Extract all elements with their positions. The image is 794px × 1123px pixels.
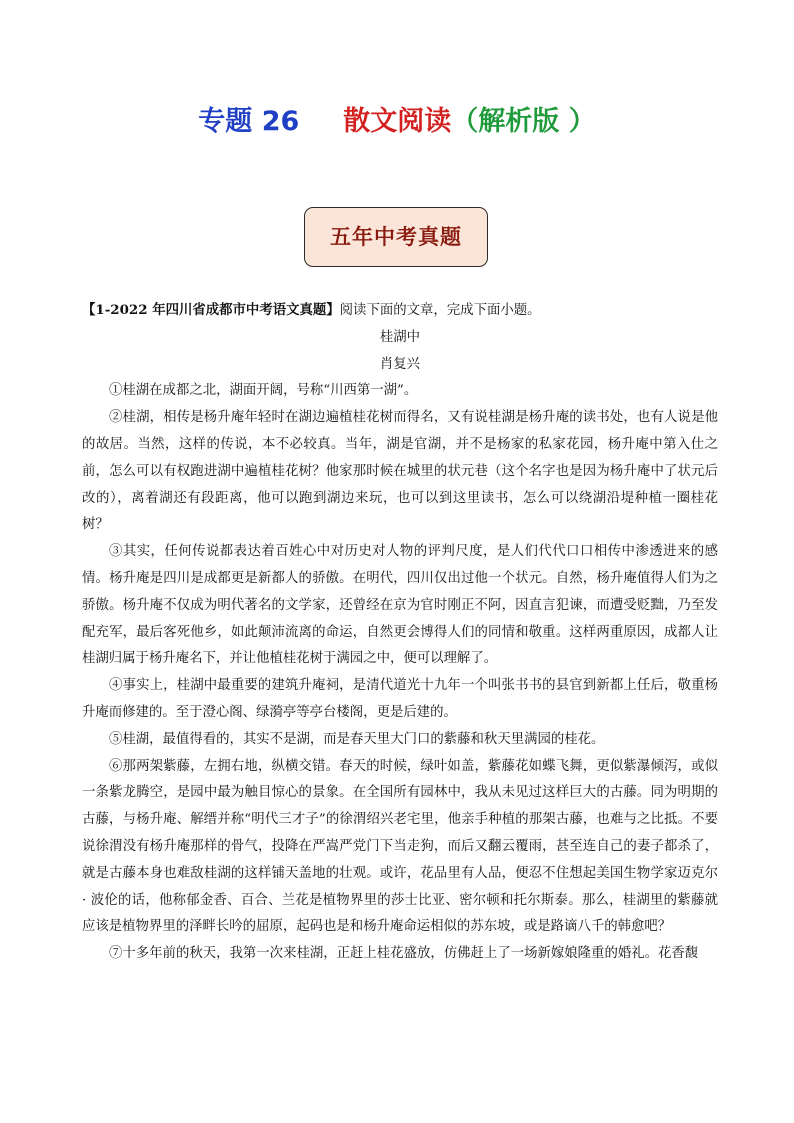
section-heading-label: 五年中考真题 [330, 224, 462, 249]
article-paragraph-5: ⑤桂湖，最值得看的，其实不是湖，而是春天里大门口的紫藤和秋天里满园的桂花。 [109, 731, 605, 747]
question-instruction: 阅读下面的文章，完成下面小题。 [339, 303, 541, 318]
article-paragraph-4: ④事实上，桂湖中最重要的建筑升庵祠，是清代道光十九年一个叫张书书的县官到新都上任后，敬重杨升庵而修建的。至于澄心阁、绿漪亭等亭台楼阁，更是后建的。 [82, 678, 718, 720]
question-intro [82, 297, 718, 325]
title-subject: 散文阅读 [343, 106, 452, 137]
question-source: 【1-2022 年四川省成都市中考语文真题】 [82, 302, 340, 318]
article-author: 肖复兴 [379, 356, 421, 372]
page-title [0, 102, 794, 142]
title-version: （解析版 ） [451, 106, 596, 137]
article-paragraph-6: ⑥那两架紫藤，左拥右地，纵横交错。春天的时候，绿叶如盖，紫藤花如蝶飞舞，更似紫瀑倾泻，或似一条紫龙腾空，是园中最为触目惊心的景象。在全国所有园林中，我从未见过这样巨大的古藤。同为明期的古藤，与杨升庵、解缙并称“明代三才子”的徐渭绍兴老宅里，他亲手种植的那架古藤，也难与之比抵。不要说徐渭没有杨升庵那样的骨气，投降在严嵩严党门下当走狗，而后又翻云覆雨，甚至连自己的妻子都杀了，就是古藤本身也难敌桂湖的这样铺天盖地的壮观。或许，花品里有人品，便忍不住想起美国生物学家迈克尔 · 波伦的话，他称郁金香、百合、兰花是植物界里的莎士比亚、密尔顿和托尔斯泰。那么，桂湖里的紫藤就应该是植物界里的泽畔长吟的屈原，起码也是和杨升庵命运相似的苏东坡，或是路谪八千的韩愈吧？ [82, 758, 718, 935]
question-content [82, 297, 718, 968]
title-topic-number: 专题 26 [198, 106, 300, 137]
article-paragraph-7: ⑦十多年前的秋天，我第一次来桂湖，正赶上桂花盛放，仿佛赶上了一场新嫁娘隆重的婚礼。花香馥 [109, 946, 699, 962]
article-title: 桂湖中 [379, 329, 421, 345]
article-paragraph-2: ②桂湖，相传是杨升庵年轻时在湖边遍植桂花树而得名，又有说桂湖是杨升庵的读书处，也有人说是他的故居。当然，这样的传说，本不必较真。当年，湖是官湖，并不是杨家的私家花园，杨升庵中第入仕之前，怎么可以有权跑进湖中遍植桂花树？他家那时候在城里的状元巷（这个名字也是因为杨升庵中了状元后改的），离着湖还有段距离，他可以跑到湖边来玩，也可以到这里读书，怎么可以绕湖沿堤种植一圈桂花树？ [82, 410, 718, 533]
article-paragraph-3: ③其实，任何传说都表达着百姓心中对历史对人物的评判尺度，是人们代代口口相传中渗透进来的感情。杨升庵是四川是成都更是新都人的骄傲。在明代，四川仅出过他一个状元。自然，杨升庵值得人们为之骄傲。杨升庵不仅成为明代著名的文学家，还曾经在京为官时刚正不阿，因直言犯谏，而遭受贬黜，乃至发配充军，最后客死他乡，如此颠沛流离的命运，自然更会博得人们的同情和敬重。这样两重原因，成都人让桂湖归属于杨升庵名下，并让他植桂花树于满园之中，便可以理解了。 [82, 544, 718, 667]
section-heading-box [304, 207, 488, 267]
article-paragraph-1: ①桂湖在成都之北，湖面开阔，号称“川西第一湖”。 [109, 383, 418, 399]
